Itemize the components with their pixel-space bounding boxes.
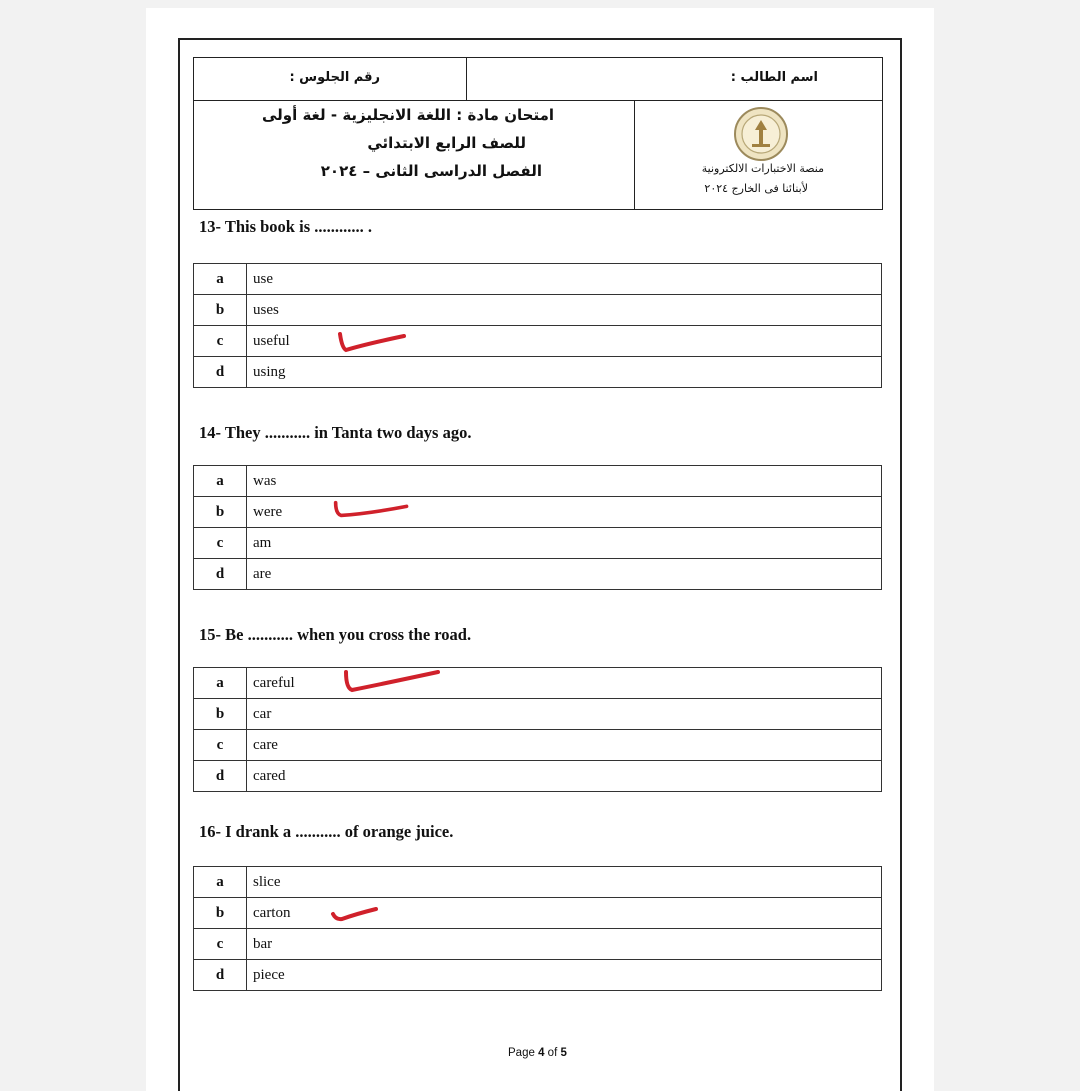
question-14-options <box>193 465 882 590</box>
question-15-title: 15- Be ........... when you cross the road. <box>199 625 472 644</box>
option-row[interactable] <box>194 295 882 326</box>
option-text: was <box>247 466 882 497</box>
option-text: carton <box>247 898 882 929</box>
exam-title-cell <box>194 100 635 209</box>
option-text: care <box>247 730 882 761</box>
total-pages: 5 <box>560 1047 567 1059</box>
option-letter: d <box>194 357 247 388</box>
option-row[interactable] <box>194 528 882 559</box>
option-text: careful <box>247 668 882 699</box>
question-13-options <box>193 263 882 388</box>
option-row[interactable] <box>194 466 882 497</box>
exam-subject-line: امتحان مادة : اللغة الانجليزية - لغة أولى <box>261 106 554 124</box>
option-row[interactable] <box>194 730 882 761</box>
option-text: use <box>247 264 882 295</box>
check-mark-icon <box>330 904 380 924</box>
option-row[interactable] <box>194 867 882 898</box>
ministry-cell <box>635 100 882 209</box>
student-name-cell <box>467 58 882 100</box>
option-letter: a <box>194 867 247 898</box>
option-letter: b <box>194 898 247 929</box>
option-text: using <box>247 357 882 388</box>
page-word: Page <box>508 1047 535 1059</box>
option-letter: a <box>194 668 247 699</box>
page-number <box>508 1047 567 1059</box>
student-name-label: اسم الطالب : <box>730 70 818 85</box>
student-info-row <box>193 57 883 101</box>
option-text: cared <box>247 761 882 792</box>
option-letter: c <box>194 326 247 357</box>
question-15-options <box>193 667 882 792</box>
current-page: 4 <box>538 1047 545 1059</box>
option-text: uses <box>247 295 882 326</box>
option-row[interactable] <box>194 264 882 295</box>
option-row[interactable] <box>194 960 882 991</box>
option-text: were <box>247 497 882 528</box>
option-text: slice <box>247 867 882 898</box>
option-letter: b <box>194 699 247 730</box>
option-row[interactable] <box>194 761 882 792</box>
option-row[interactable] <box>194 898 882 929</box>
option-text: car <box>247 699 882 730</box>
platform-name-line: منصة الاختبارات الالكترونية <box>701 162 824 175</box>
option-row[interactable] <box>194 929 882 960</box>
of-word: of <box>547 1047 558 1059</box>
exam-grade-line: للصف الرابع الابتدائي <box>367 134 526 152</box>
option-text: am <box>247 528 882 559</box>
exam-term-line: الفصل الدراسى الثانى – ٢٠٢٤ <box>320 162 542 180</box>
option-letter: c <box>194 528 247 559</box>
option-text: useful <box>247 326 882 357</box>
check-mark-icon <box>332 498 412 522</box>
option-text: piece <box>247 960 882 991</box>
question-14-title: 14- They ........... in Tanta two days ago. <box>199 423 472 442</box>
seat-number-cell <box>194 58 467 100</box>
platform-year-line: لأبنائنا فى الخارج ٢٠٢٤ <box>704 182 808 195</box>
check-mark-icon <box>336 330 416 354</box>
option-row[interactable] <box>194 668 882 699</box>
question-16-options <box>193 866 882 991</box>
option-letter: c <box>194 730 247 761</box>
option-row[interactable] <box>194 497 882 528</box>
check-mark-icon <box>342 668 442 694</box>
option-text: bar <box>247 929 882 960</box>
option-letter: b <box>194 295 247 326</box>
option-letter: a <box>194 466 247 497</box>
option-row[interactable] <box>194 326 882 357</box>
option-letter: d <box>194 761 247 792</box>
ministry-seal-icon <box>730 106 792 162</box>
option-letter: a <box>194 264 247 295</box>
option-row[interactable] <box>194 559 882 590</box>
seat-number-label: رقم الجلوس : <box>289 70 380 85</box>
exam-info-row <box>193 100 883 210</box>
option-row[interactable] <box>194 699 882 730</box>
question-13-title: 13- This book is ............ . <box>199 217 372 236</box>
option-letter: c <box>194 929 247 960</box>
question-16-title: 16- I drank a ........... of orange juice. <box>199 822 454 841</box>
option-letter: d <box>194 960 247 991</box>
option-letter: b <box>194 497 247 528</box>
option-letter: d <box>194 559 247 590</box>
option-row[interactable] <box>194 357 882 388</box>
option-text: are <box>247 559 882 590</box>
